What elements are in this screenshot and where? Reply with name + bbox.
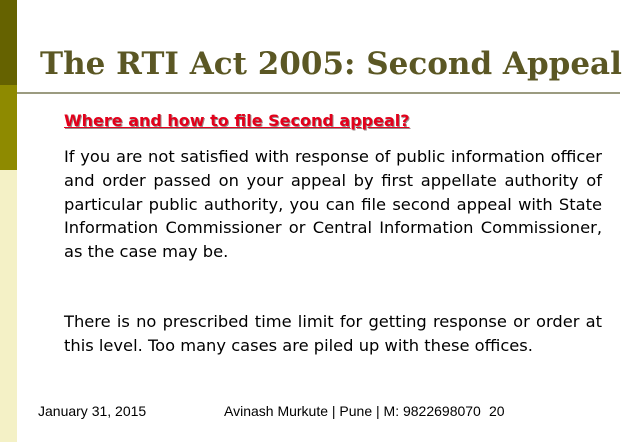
sidebar-accent-light (0, 170, 17, 442)
footer-date: January 31, 2015 (38, 403, 147, 419)
footer-page-number: 20 (489, 403, 505, 419)
slide-subtitle: Where and how to file Second appeal? (64, 111, 410, 130)
body-paragraph-2: There is no prescribed time limit for getting response or order at this level. Too many cases are piled up with these offices. (64, 312, 602, 355)
footer-author: Avinash Murkute | Pune | M: 9822698070 (224, 403, 481, 419)
sidebar-accent-dark (0, 0, 17, 85)
sidebar-accent-mid (0, 85, 17, 170)
title-divider (17, 92, 620, 94)
body-paragraph-1: If you are not satisfied with response of public information officer and order passed on your appeal by first appellate authority of particular public authority, you can file second appeal with State Information Commissioner or Central Information Commissioner, as the case may be. (64, 147, 602, 262)
slide-title: The RTI Act 2005: Second Appeal (40, 46, 622, 82)
